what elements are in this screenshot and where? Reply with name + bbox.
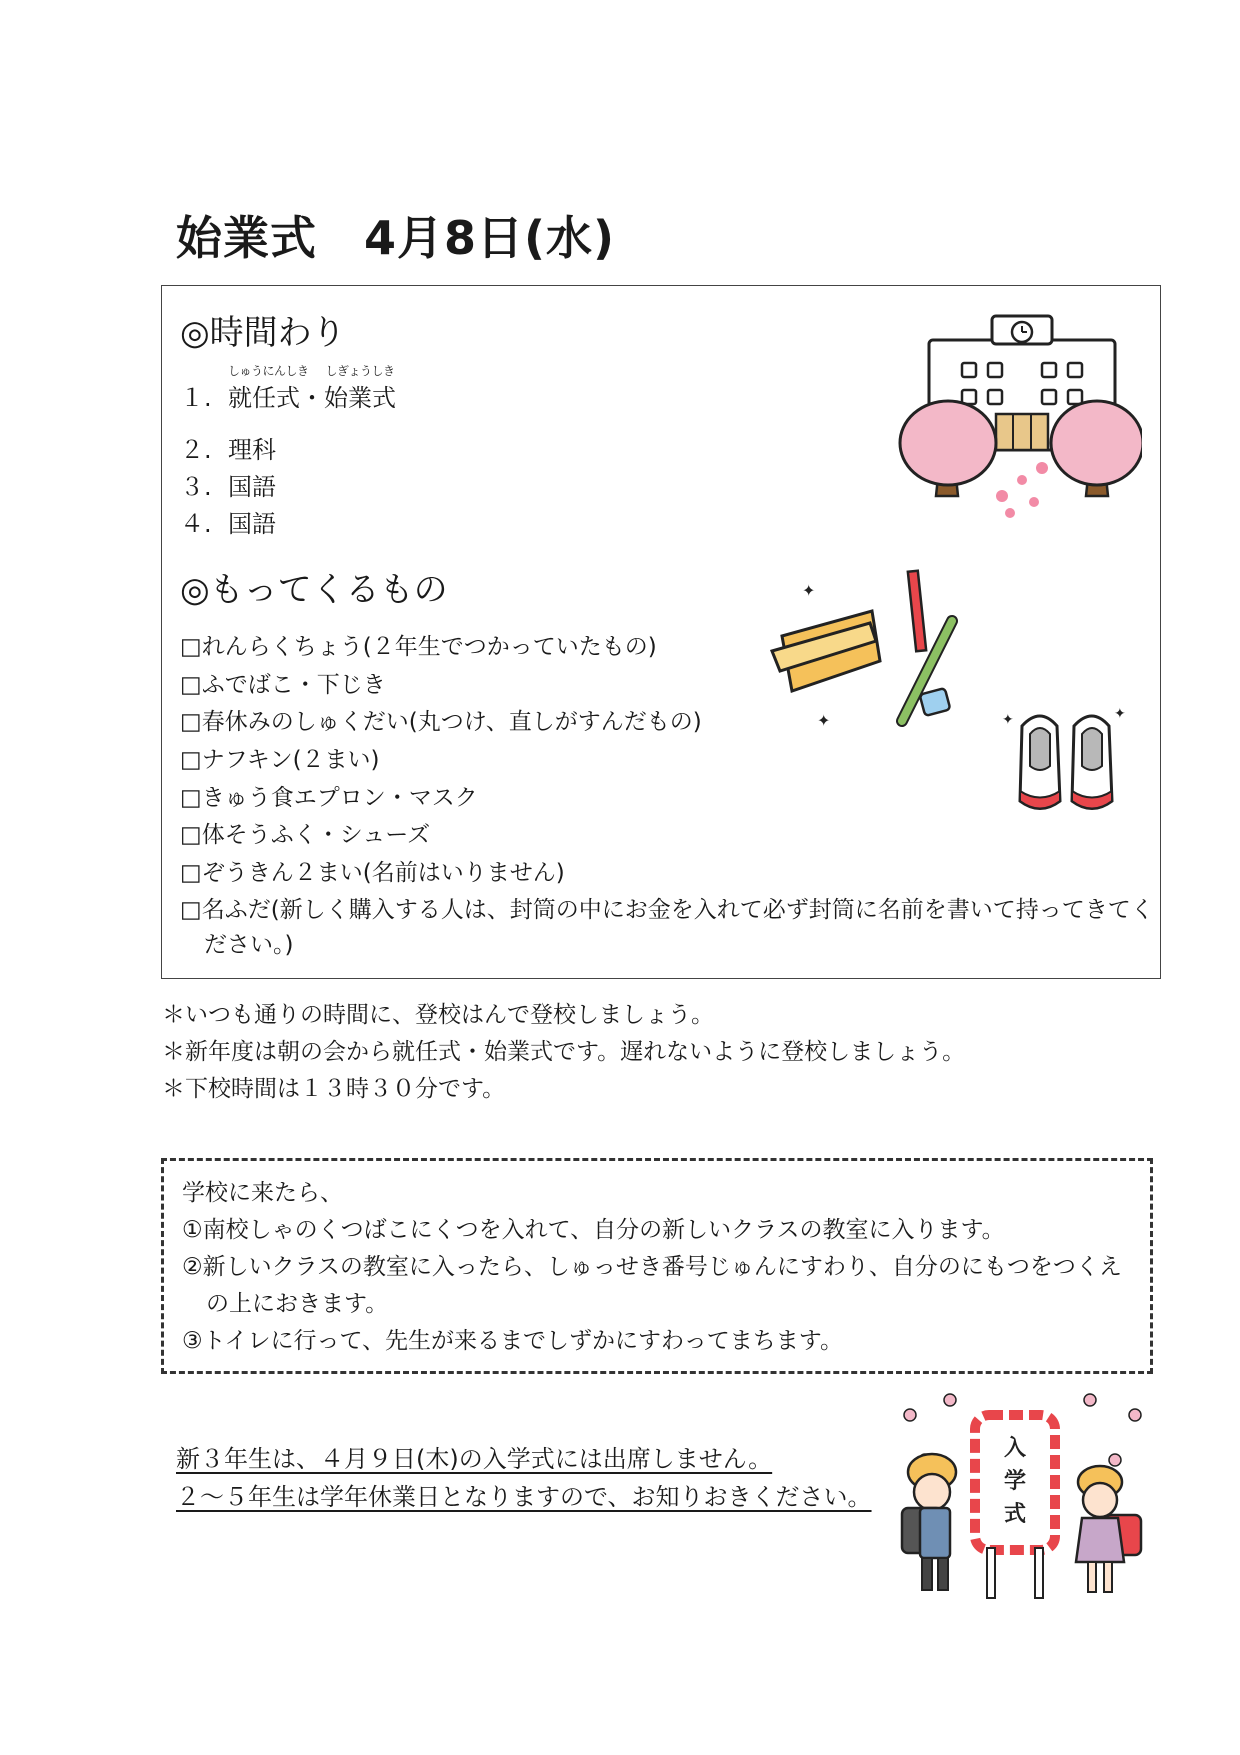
schedule-item [180, 504, 276, 539]
ruby-word [324, 364, 396, 413]
belongings-item: □名ふだ(新しく購入する人は、封筒の中にお金を入れて必ず封筒に名前を書いて持ってきてください。) [180, 896, 1154, 958]
belongings-item: □体そうふく・シューズ [180, 822, 431, 849]
bottom-notes [176, 1440, 872, 1516]
schedule-label: 国語 [228, 510, 276, 538]
schedule-item [180, 364, 396, 413]
schedule-item [180, 430, 276, 465]
belongings-item: □春休みのしゅくだい(丸つけ、直しがすんだもの) [180, 709, 702, 736]
ceremony-sign-char-1: 入 [1003, 1436, 1027, 1461]
arrival-step: ②新しいクラスの教室に入ったら、しゅっせき番号じゅんにすわり、自分のにもつをつくえの上におきます。 [182, 1254, 1122, 1317]
schedule-label: 理科 [228, 436, 276, 464]
note-item: ＊下校時間は１３時３０分です。 [162, 1076, 506, 1102]
sparkle-icon: ✦ [1114, 706, 1126, 722]
main-info-box [161, 285, 1161, 979]
bottom-note: 新３年生は、４月９日(木)の入学式には出席しません。 [176, 1445, 773, 1473]
note-item: ＊いつも通りの時間に、登校はんで登校しましょう。 [162, 1002, 714, 1028]
notes-list [162, 997, 965, 1108]
belongings-item: □ふでばこ・下じき [180, 671, 386, 698]
schedule-number: １. [180, 384, 212, 412]
shoes-illustration [1002, 696, 1132, 826]
belongings-item: □ぞうきん２まい(名前はいりません) [180, 860, 565, 887]
schedule-label: 始業式 [324, 384, 396, 412]
belongings-item: □れんらくちょう(２年生でつかっていたもの) [180, 634, 657, 660]
stationery-illustration [762, 561, 982, 741]
schedule-number: ３. [180, 473, 212, 501]
ceremony-sign-char-3: 式 [1003, 1502, 1027, 1527]
separator: ・ [300, 384, 324, 412]
arrival-step: ③トイレに行って、先生が来るまでしずかにすわってまちます。 [182, 1328, 843, 1354]
schedule-number: ４. [180, 510, 212, 538]
ruby-reading: しぎょうしき [325, 364, 395, 378]
entrance-ceremony-illustration [890, 1390, 1150, 1605]
school-building-illustration [892, 308, 1142, 538]
belongings-item: □ナフキン(２まい) [180, 747, 380, 774]
arrival-intro: 学校に来たら、 [182, 1180, 343, 1206]
schedule-number: ２. [180, 436, 212, 464]
arrival-instructions-box [161, 1158, 1153, 1374]
note-item: ＊新年度は朝の会から就任式・始業式です。遅れないように登校しましょう。 [162, 1039, 966, 1065]
schedule-item [180, 467, 276, 502]
ruby-word [228, 364, 309, 413]
bottom-note: ２～５年生は学年休業日となりますので、お知りおきください。 [176, 1483, 872, 1511]
schedule-label: 就任式 [228, 384, 300, 412]
sparkle-icon: ✦ [817, 711, 831, 730]
ceremony-sign-char-2: 学 [1003, 1469, 1027, 1494]
sparkle-icon: ✦ [1002, 712, 1014, 728]
sparkle-icon: ✦ [802, 581, 816, 600]
schedule-label: 国語 [228, 473, 276, 501]
belongings-item: □きゅう食エプロン・マスク [180, 784, 478, 811]
belongings-heading: ◎もってくるもの [180, 570, 448, 610]
ruby-reading: しゅうにんしき [228, 364, 309, 378]
schedule-heading: ◎時間わり [180, 313, 346, 353]
page-title: 始業式 4月8日(水) [176, 211, 616, 265]
arrival-step: ①南校しゃのくつばこにくつを入れて、自分の新しいクラスの教室に入ります。 [182, 1217, 1005, 1243]
